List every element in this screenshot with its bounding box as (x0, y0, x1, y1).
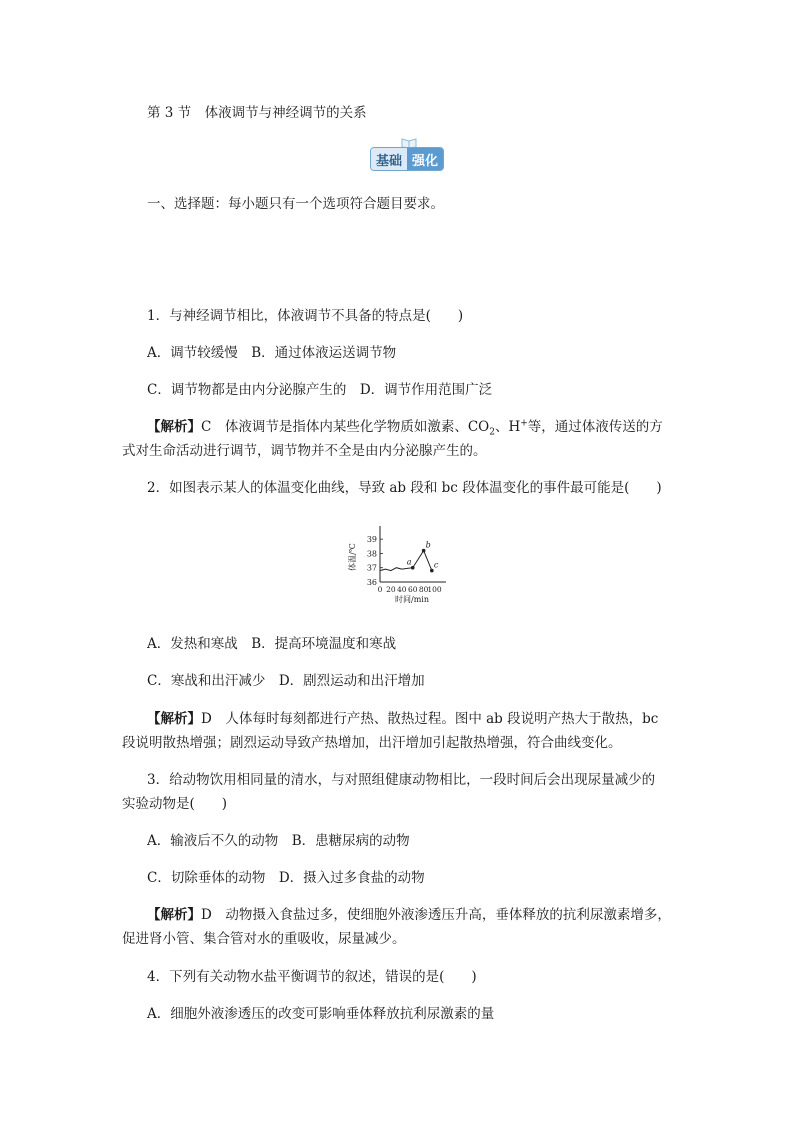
q1-options-ab: A．调节较缓慢 B．通过体液运送调节物 (147, 345, 397, 361)
y-tick-label: 39 (366, 535, 377, 545)
point-label-c: c (433, 560, 439, 570)
x-tick-label: 40 (397, 585, 407, 594)
q1-stem: 1．与神经调节相比，体液调节不具备的特点是( ) (147, 308, 464, 324)
q2-stem: 2．如图表示某人的体温变化曲线，导致 ab 段和 bc 段体温变化的事件最可能是( ) (147, 480, 662, 496)
x-tick-label: 80 (418, 585, 429, 594)
y-tick-label: 36 (366, 578, 377, 587)
q2-analysis-line2: 段说明散热增强；剧烈运动导致产热增加，出汗增加引起散热增强，符合曲线变化。 (122, 735, 622, 751)
x-tick-label: 100 (427, 585, 442, 594)
badge-right: 强化 (407, 148, 443, 170)
instruction: 一、选择题：每小题只有一个选项符合题目要求。 (147, 196, 444, 212)
analysis-text: 、H (494, 419, 521, 435)
x-tick-label: 0 (377, 585, 383, 594)
q3-options-ab: A．输液后不久的动物 B．患糖尿病的动物 (147, 833, 410, 849)
section-title: 第 3 节 体液调节与神经调节的关系 (147, 105, 367, 121)
analysis-text: D 动物摄入食盐过多，使细胞外液渗透压升高，垂体释放的抗利尿激素增多， (201, 907, 671, 923)
q2-analysis-line1 (147, 707, 658, 727)
foundation-badge (370, 147, 444, 171)
analysis-text: 等，通过体液传送的方 (527, 419, 663, 435)
q4-stem: 4．下列有关动物水盐平衡调节的叙述，错误的是( ) (147, 969, 477, 985)
badge-left: 基础 (371, 148, 407, 170)
point-label-a: a (406, 557, 412, 567)
y-tick-label: 37 (366, 563, 377, 573)
superscript: + (520, 418, 528, 429)
x-axis-label: 时间/min (395, 595, 429, 604)
q3-analysis-line1 (147, 903, 671, 923)
analysis-text: D 人体每时每刻都进行产热、散热过程。图中 ab 段说明产热大于散热，bc (201, 711, 659, 727)
q3-analysis-line2: 促进肾小管、集合管对水的重吸收，尿量减少。 (122, 931, 406, 947)
q4-option-a: A．细胞外液渗透压的改变可影响垂体释放抗利尿激素的量 (147, 1006, 495, 1022)
y-axis-label: 体温/℃ (348, 543, 357, 571)
q1-analysis-line1 (147, 415, 663, 438)
q3-stem-line1: 3．给动物饮用相同量的清水，与对照组健康动物相比，一段时间后会出现尿量减少的 (147, 772, 656, 788)
q2-options-ab: A．发热和寒战 B．提高环境温度和寒战 (147, 636, 397, 652)
temperature-chart (340, 520, 460, 610)
q1-options-cd: C．调节物都是由内分泌腺产生的 D．调节作用范围广泛 (147, 382, 493, 398)
x-tick-label: 60 (407, 585, 418, 594)
analysis-tag: 【解析】 (147, 419, 201, 435)
subscript: 2 (489, 427, 495, 438)
q1-analysis-line2: 式对生命活动进行调节，调节物并不全是由内分泌腺产生的。 (122, 443, 487, 459)
x-tick-label: 20 (386, 585, 396, 594)
q2-options-cd: C．寒战和出汗减少 D．剧烈运动和出汗增加 (147, 673, 425, 689)
y-tick-label: 38 (366, 549, 377, 559)
q3-options-cd: C．切除垂体的动物 D．摄入过多食盐的动物 (147, 870, 425, 886)
analysis-tag: 【解析】 (147, 907, 201, 923)
q3-stem-line2: 实验动物是( ) (122, 796, 228, 812)
point-label-b: b (425, 540, 431, 550)
analysis-text: C 体液调节是指体内某些化学物质如激素、CO (201, 419, 490, 435)
analysis-tag: 【解析】 (147, 711, 201, 727)
